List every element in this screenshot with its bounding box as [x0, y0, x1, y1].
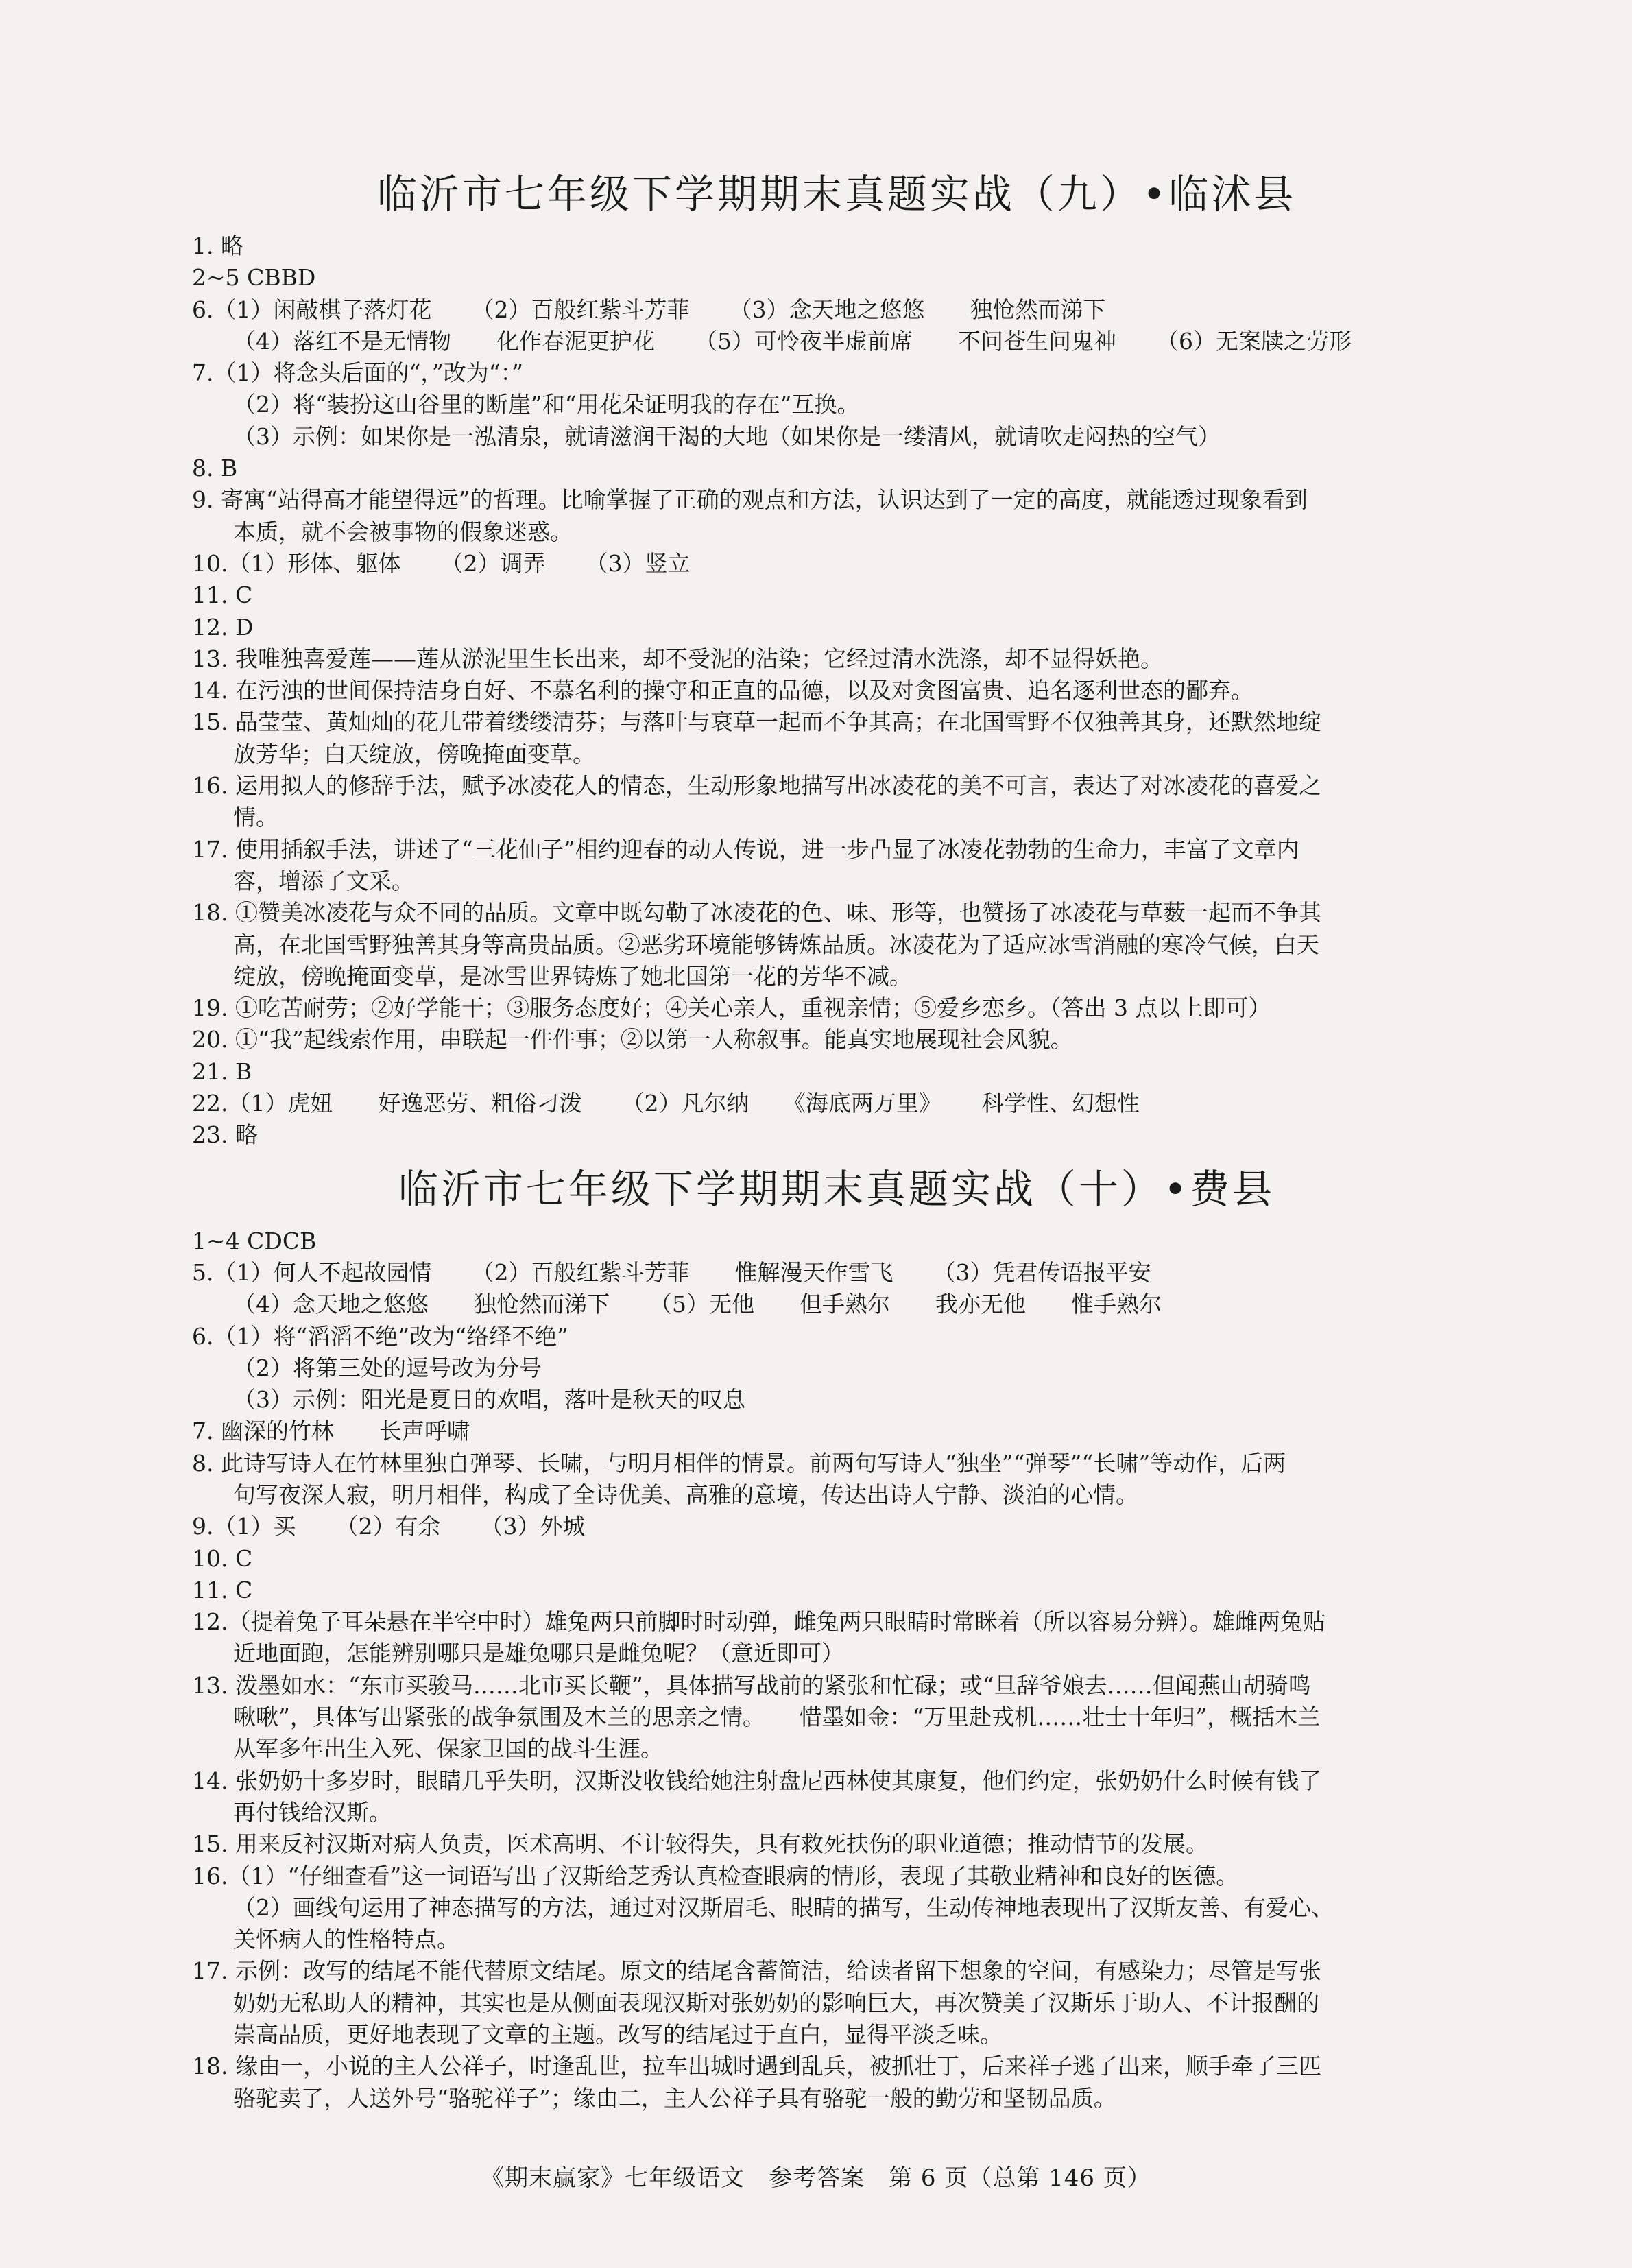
answer-line [192, 1575, 1481, 1606]
answer-text: （2）将第三处的逗号改为分号 [233, 1354, 542, 1381]
answer-text: （5）可怜夜半虚前席 不问苍生问鬼神 [695, 327, 1116, 355]
answer-text: （3）念天地之悠悠 独怆然而涕下 [729, 296, 1106, 323]
answer-line [192, 929, 1481, 961]
answer-text: 9.（1）买 [192, 1513, 296, 1540]
answer-text: 12.（提着兔子耳朵悬在半空中时）雄兔两只前脚时时动弹，雌兔两只眼睛时常眯着（所以容易分辨）。雄雌两兔贴 [192, 1608, 1325, 1636]
answer-line [192, 1702, 1481, 1733]
answer-line [192, 1988, 1481, 2019]
answer-line [192, 421, 1481, 453]
answer-line [192, 1352, 1481, 1384]
answer-text: 10. C [192, 1544, 253, 1572]
answer-line [192, 1448, 1481, 1479]
answer-line [192, 1543, 1481, 1575]
answer-text: 17. 示例：改写的结尾不能代替原文结尾。原文的结尾含蓄简洁，给读者留下想象的空间，有感染力；尽管是写张 [192, 1957, 1321, 1985]
answer-text: 15. 晶莹莹、黄灿灿的花儿带着缕缕清芬；与落叶与衰草一起而不争其高；在北国雪野不仅独善其身，还默然地绽 [192, 708, 1321, 736]
answer-line [192, 1479, 1481, 1511]
page-footer: 《期末赢家》七年级语文 参考答案 第 6 页（总第 146 页） [481, 2164, 1151, 2192]
answer-line [192, 770, 1481, 802]
answer-text: 2~5 CBBD [192, 264, 316, 291]
answer-line [192, 1828, 1481, 1860]
answer-text: 近地面跑，怎能辨别哪只是雄兔哪只是雌兔呢？（意近即可） [233, 1640, 844, 1667]
section-title: 临沂市七年级下学期期末真题实战（九）•临沭县 [376, 171, 1297, 217]
answer-text: 崇高品质，更好地表现了文章的主题。改写的结尾过于直白，显得平淡乏味。 [233, 2021, 1003, 2049]
answer-line [192, 897, 1481, 929]
answer-line [192, 230, 1481, 262]
answer-text: 23. 略 [192, 1121, 258, 1149]
answer-text: 16. 运用拟人的修辞手法，赋予冰凌花人的情态，生动形象地描写出冰凌花的美不可言，表达了对冰凌花的喜爱之 [192, 772, 1321, 800]
answer-text: 6.（1）闲敲棋子落灯花 [192, 296, 432, 323]
answer-text: 从军多年出生入死、保家卫国的战斗生涯。 [233, 1735, 663, 1763]
answer-line [192, 1670, 1481, 1702]
answer-text: 骆驼卖了，人送外号“骆驼祥子”；缘由二，主人公祥子具有骆驼一般的勤劳和坚韧品质。 [233, 2084, 1116, 2112]
answer-section [192, 1160, 1481, 2114]
answer-text: （2）百般红紫斗芳菲 惟解漫天作雪飞 [471, 1258, 893, 1286]
answer-text: 7. 幽深的竹林 长声呼啸 [192, 1418, 470, 1445]
answer-line [192, 1289, 1481, 1320]
answer-text: （3）示例：阳光是夏日的欢唱，落叶是秋天的叹息 [233, 1386, 745, 1413]
answer-line [192, 1511, 1481, 1542]
answer-text: 22.（1）虎妞 好逸恶劳、粗俗刁泼 [192, 1090, 582, 1117]
answer-text: 5.（1）何人不起故园情 [192, 1258, 432, 1286]
answer-text: 科学性、幻想性 [981, 1090, 1140, 1117]
answer-text: （4）落红不是无情物 化作春泥更护花 [233, 327, 655, 355]
section-title: 临沂市七年级下学期期末真题实战（十）•费县 [398, 1165, 1275, 1213]
answer-text: 14. 张奶奶十多岁时，眼睛几乎失明，汉斯没收钱给她注射盘尼西林使其康复，他们约定，张奶奶什么时候有钱了 [192, 1767, 1321, 1794]
answer-text: （3）竖立 [585, 549, 691, 577]
answer-text: 11. C [192, 582, 253, 609]
answer-line [192, 2083, 1481, 2114]
answer-line [192, 1861, 1481, 1892]
answer-line [192, 1797, 1481, 1828]
answer-text: 7.（1）将念头后面的“，”改为“：” [192, 359, 523, 387]
answer-text: 1~4 CDCB [192, 1227, 317, 1254]
answer-text: 15. 用来反衬汉斯对病人负责，医术高明、不计较得失，具有救死扶伤的职业道德；推动情节的发展。 [192, 1830, 1208, 1858]
answer-text: 奶奶无私助人的精神，其实也是从侧面表现汉斯对张奶奶的影响巨大，再次赞美了汉斯乐于助人、不计报酬的 [233, 1989, 1319, 2016]
answer-text: 本质，就不会被事物的假象迷惑。 [233, 518, 573, 545]
answer-text: （2）百般红紫斗芳菲 [471, 296, 690, 323]
answer-line [192, 2019, 1481, 2051]
answer-line [192, 516, 1481, 548]
answer-text: （2）调弄 [440, 549, 546, 577]
answer-line [192, 1119, 1481, 1151]
answer-text: （2）凡尔纳 《海底两万里》 [621, 1090, 941, 1117]
answer-line [192, 961, 1481, 992]
answer-line [192, 389, 1481, 420]
answer-text: 啾啾”，具体写出紧张的战争氛围及木兰的思亲之情。 惜墨如金：“万里赴戎机……壮士十年归”，概括木兰 [233, 1704, 1321, 1731]
answer-line [192, 739, 1481, 770]
answer-line [192, 294, 1481, 326]
answer-text: （5）无他 但手熟尔 我亦无他 惟手熟尔 [649, 1291, 1162, 1318]
answer-line [192, 326, 1481, 357]
answer-text: 13. 我唯独喜爱莲——莲从淤泥里生长出来，却不受泥的沾染；它经过清水洗涤，却不显得妖艳。 [192, 645, 1163, 672]
answer-text: 20. ①“我”起线索作用，串联起一件件事；②以第一人称叙事。能真实地展现社会风貌。 [192, 1026, 1073, 1053]
answer-text: 关怀病人的性格特点。 [233, 1926, 459, 1953]
answer-text: 再付钱给汉斯。 [233, 1798, 392, 1826]
answer-text: 13. 泼墨如水：“东市买骏马……北市买长鞭”，具体描写战前的紧张和忙碌；或“旦辞爷娘去……但闻燕山胡骑鸣 [192, 1671, 1311, 1699]
answer-text: 8. 此诗写诗人在竹林里独自弹琴、长啸，与明月相伴的情景。前两句写诗人“独坐”“弹琴”“长啸”等动作，后两 [192, 1449, 1286, 1477]
answer-text: 1. 略 [192, 232, 243, 259]
answer-text: （3）外城 [480, 1513, 586, 1540]
answer-line [192, 866, 1481, 897]
answer-text: 18. 缘由一，小说的主人公祥子，时逢乱世，拉车出城时遇到乱兵，被抓壮丁，后来祥子逃了出来，顺手牵了三匹 [192, 2053, 1321, 2080]
answer-text: 6.（1）将“滔滔不绝”改为“络绎不绝” [192, 1322, 568, 1350]
answer-text: 16.（1）“仔细查看”这一词语写出了汉斯给芝秀认真检查眼病的情形，表现了其敬业精神和良好的医德。 [192, 1862, 1239, 1889]
answer-text: 10.（1）形体、躯体 [192, 549, 401, 577]
answer-line [192, 262, 1481, 294]
answer-line [192, 1765, 1481, 1797]
answer-text: （2）画线句运用了神态描写的方法，通过对汉斯眉毛、眼睛的描写，生动传神地表现出了汉斯友善、有爱心、 [233, 1894, 1334, 1921]
answer-text: 17. 使用插叙手法，讲述了“三花仙子”相约迎春的动人传说，进一步凸显了冰凌花勃勃的生命力，丰富了文章内 [192, 835, 1299, 863]
answer-section [192, 165, 1481, 1151]
answer-line [192, 357, 1481, 389]
answer-text: 14. 在污浊的世间保持洁身自好、不慕名利的操守和正直的品德，以及对贪图富贵、追名逐利世态的鄙弃。 [192, 677, 1253, 704]
answer-text: （2）有余 [335, 1513, 441, 1540]
answer-line [192, 1955, 1481, 1987]
answer-text: （3）凭君传语报平安 [933, 1258, 1151, 1286]
answer-line [192, 706, 1481, 738]
answer-line [192, 1733, 1481, 1765]
answer-line [192, 1606, 1481, 1638]
answer-text: 19. ①吃苦耐劳；②好学能干；③服务态度好；④关心亲人，重视亲情；⑤爱乡恋乡。（答出 3 点以上即可） [192, 994, 1271, 1022]
answer-line [192, 484, 1481, 516]
answer-text: 句写夜深人寂，明月相伴，构成了全诗优美、高雅的意境，传达出诗人宁静、淡泊的心情。 [233, 1481, 1138, 1508]
answer-text: 容，增添了文采。 [233, 867, 414, 894]
answer-text: （3）示例：如果你是一泓清泉，就请滋润干渴的大地（如果你是一缕清风，就请吹走闷热的空气） [233, 422, 1221, 450]
answer-line [192, 1257, 1481, 1289]
answer-line [192, 548, 1481, 580]
answer-text: 18. ①赞美冰凌花与众不同的品质。文章中既勾勒了冰凌花的色、味、形等，也赞扬了冰凌花与草薮一起而不争其 [192, 899, 1321, 927]
answer-text: （6）无案牍之劳形 [1156, 327, 1352, 355]
answer-line [192, 2051, 1481, 2082]
answer-line [192, 992, 1481, 1024]
answer-text: 12. D [192, 613, 254, 641]
answer-line [192, 643, 1481, 675]
answer-text: 8. B [192, 455, 238, 482]
answer-text: 高，在北国雪野独善其身等高贵品质。②恶劣环境能够铸炼品质。冰凌花为了适应冰雪消融的寒冷气候，白天 [233, 931, 1319, 958]
answer-text: 放芳华；白天绽放，傍晚掩面变草。 [233, 740, 595, 767]
answer-text: 情。 [233, 804, 278, 831]
answer-line [192, 675, 1481, 706]
answer-line [192, 612, 1481, 643]
answer-line [192, 1321, 1481, 1352]
answer-line [192, 1416, 1481, 1447]
answer-line [192, 1226, 1481, 1257]
answer-line [192, 1924, 1481, 1955]
answer-line [192, 453, 1481, 484]
answer-line [192, 1638, 1481, 1669]
answer-text: 绽放，傍晚掩面变草，是冰雪世界铸炼了她北国第一花的芳华不减。 [233, 962, 912, 990]
answer-text: （2）将“装扮这山谷里的断崖”和“用花朵证明我的存在”互换。 [233, 391, 860, 418]
answer-text: 9. 寄寓“站得高才能望得远”的哲理。比喻掌握了正确的观点和方法，认识达到了一定的高度，就能透过现象看到 [192, 486, 1308, 514]
sections-container [192, 165, 1481, 2114]
answer-line [192, 1892, 1481, 1924]
answer-line [192, 1384, 1481, 1416]
answer-line [192, 580, 1481, 611]
answer-line [192, 1056, 1481, 1088]
answer-line [192, 834, 1481, 866]
answer-line [192, 1088, 1481, 1119]
answer-line [192, 802, 1481, 833]
answer-text: 21. B [192, 1058, 252, 1085]
answer-text: 11. C [192, 1576, 253, 1603]
answer-line [192, 1024, 1481, 1055]
answer-text: （4）念天地之悠悠 独怆然而涕下 [233, 1291, 610, 1318]
